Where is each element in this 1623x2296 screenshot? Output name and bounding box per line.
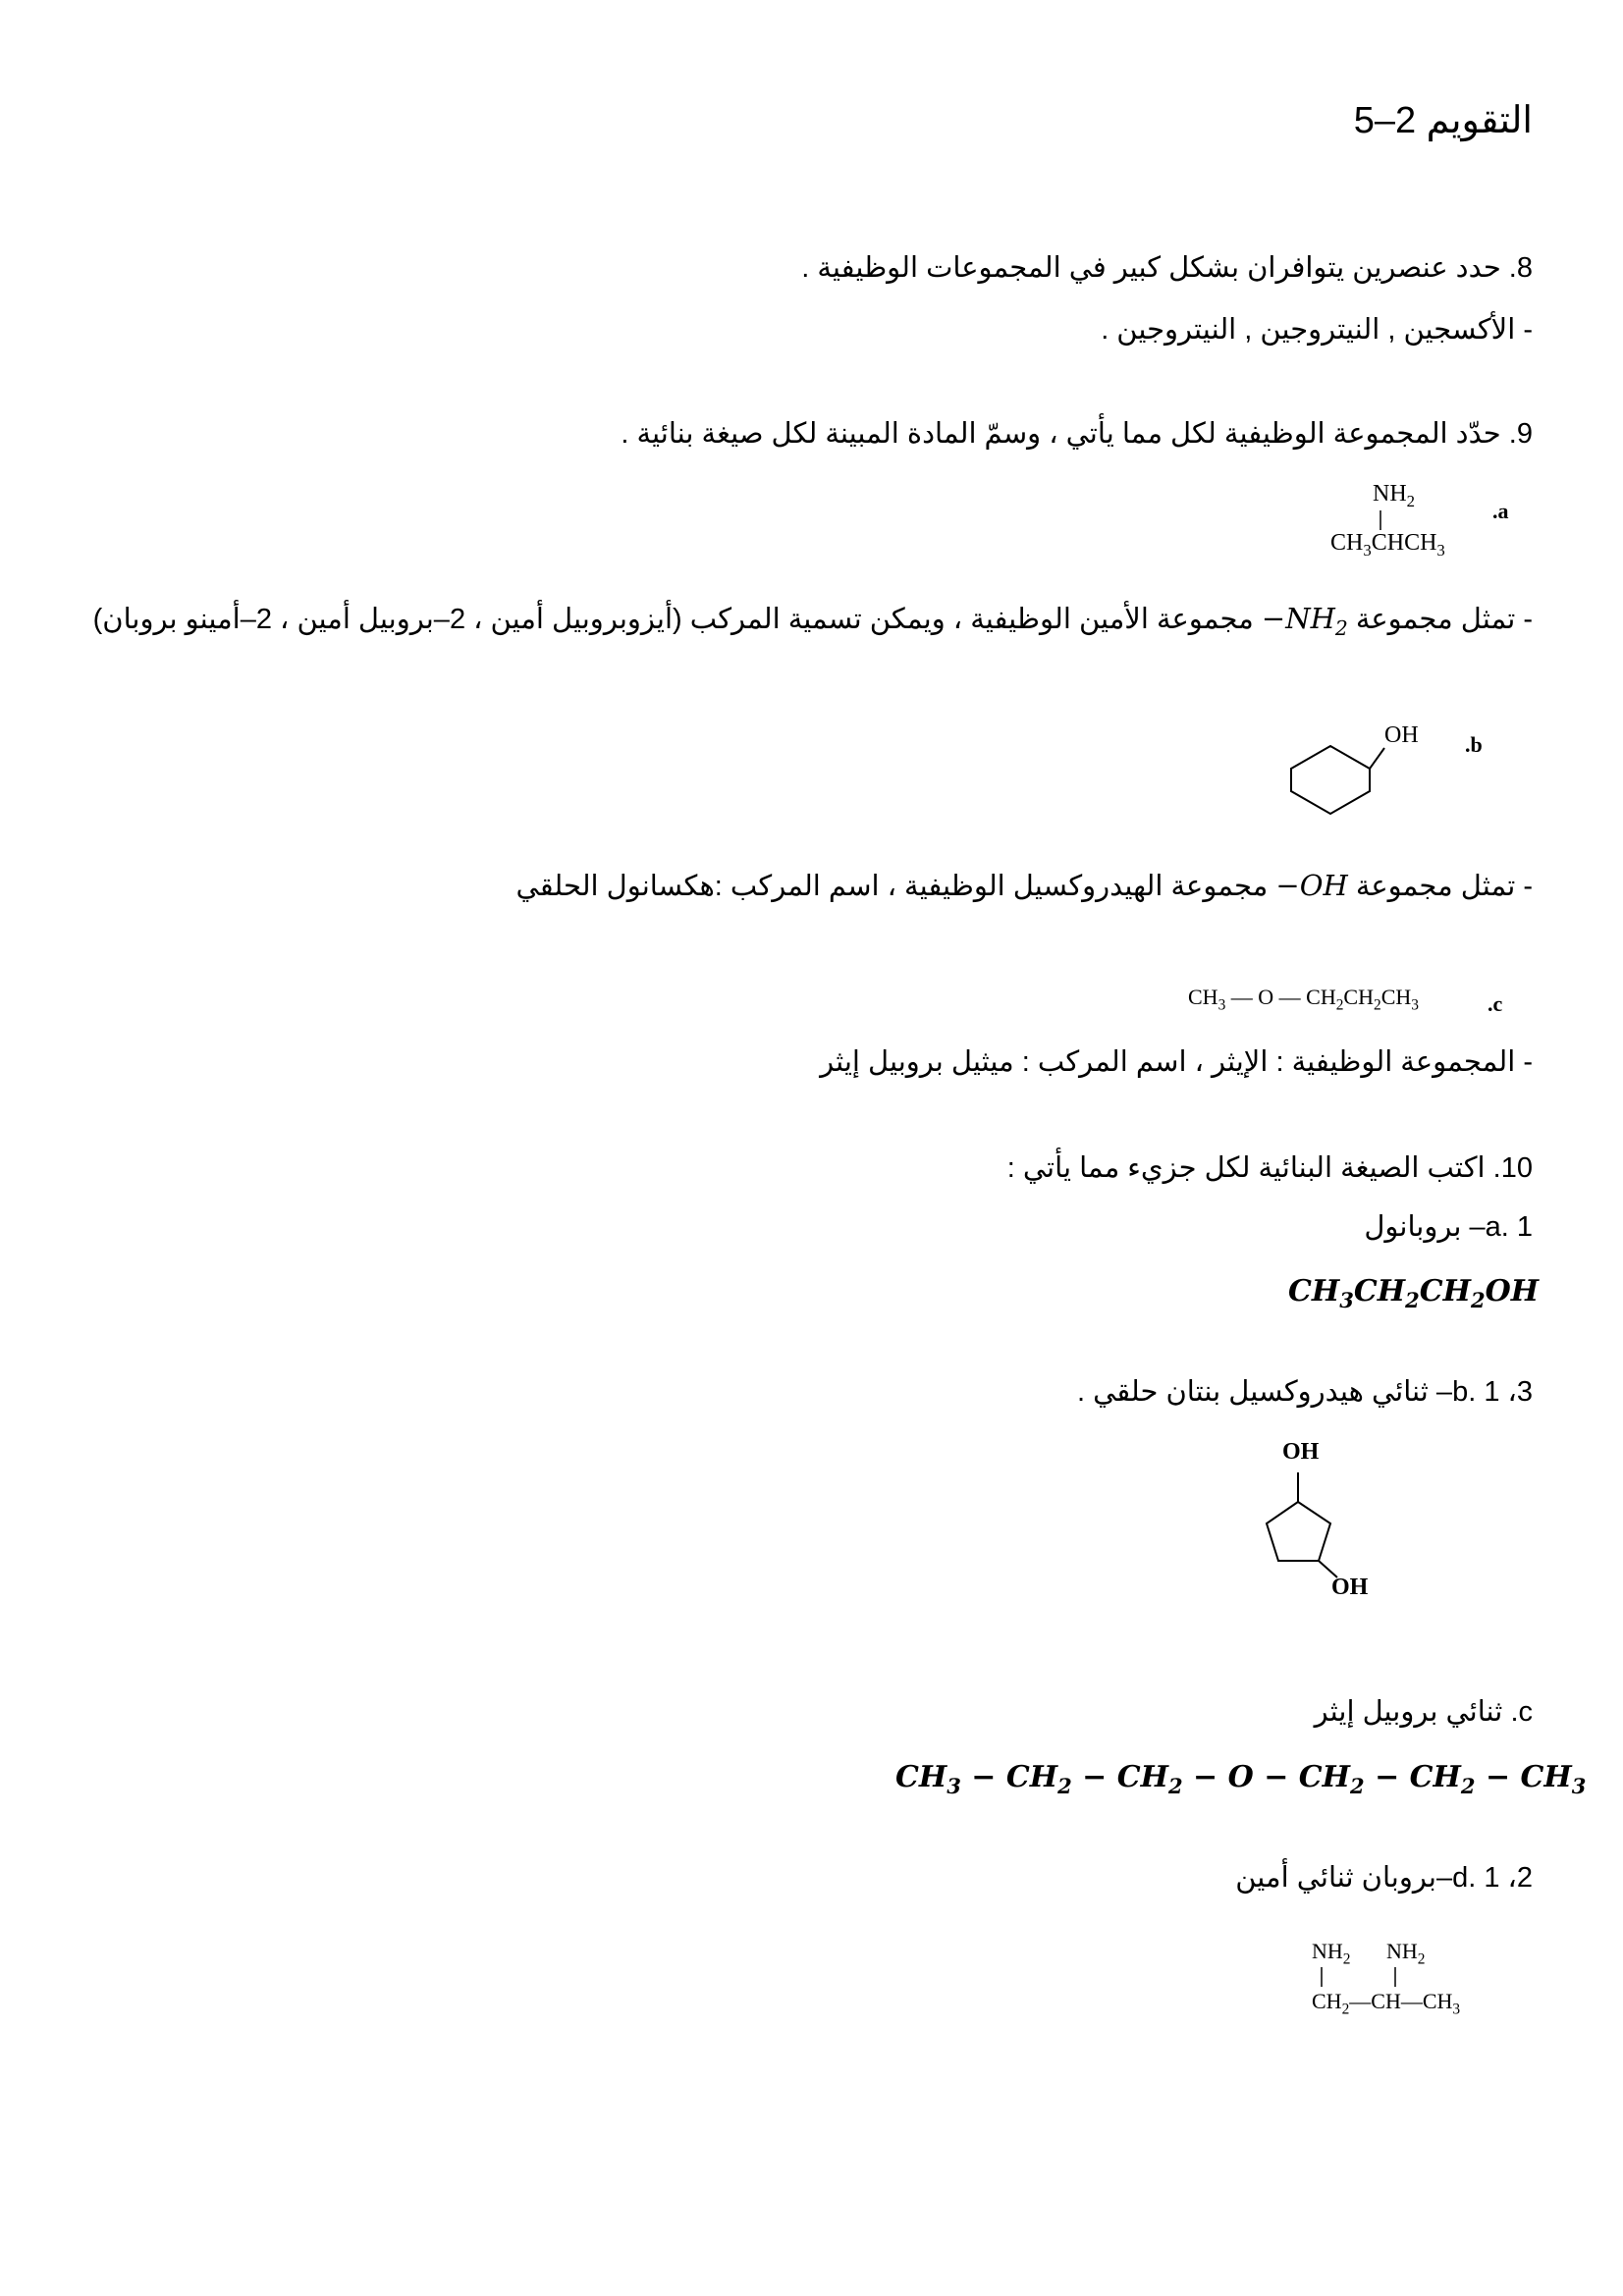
- answer-9a: - تمثل مجموعة $NH_2-$ مجموعة الأمين الوظيفية ، ويمكن تسمية المركب (أيزوبروبيل أمين ، 2–بروبيل أمين ، 2–أمينو بروبان): [92, 602, 1533, 640]
- item-10d-label: d. 1 ،2–بروبان ثنائي أمين: [1235, 1862, 1533, 1894]
- formula-10b-oh-bottom: OH: [1331, 1575, 1369, 1600]
- answer-9c: - المجموعة الوظيفية : الإيثر ، اسم المركب : ميثيل بروبيل إيثر: [820, 1046, 1533, 1078]
- formula-9a-chain: $CH_3CHCH_3$: [1330, 530, 1445, 560]
- question-8: 8. حدد عنصرين يتوافران بشكل كبير في المجموعات الوظيفية .: [801, 252, 1533, 284]
- item-9c-marker: .c: [1488, 991, 1503, 1016]
- formula-9c: $CH_3$ — O — $CH_2CH_2CH_3$: [1188, 985, 1419, 1014]
- item-10b-label: b. 1 ،3– ثنائي هيدروكسيل بنتان حلقي .: [1076, 1376, 1533, 1408]
- formula-10b-oh-top: OH: [1282, 1439, 1320, 1465]
- item-10a-label: a. 1– بروبانول: [1364, 1211, 1533, 1243]
- answer-9b: - تمثل مجموعة OH− مجموعة الهيدروكسيل الوظيفية ، اسم المركب :هكسانول الحلقي: [515, 869, 1533, 902]
- formula-10a: $CH_3CH_2CH_2OH$: [1288, 1274, 1540, 1312]
- page-title: التقويم 2–5: [1353, 100, 1533, 141]
- formula-10c: $CH_3 - CH_2 - CH_2 - O - CH_2 - CH_2 - CH_3$: [895, 1760, 1587, 1798]
- question-9: 9. حدّد المجموعة الوظيفية لكل مما يأتي ، وسمّ المادة المبينة لكل صيغة بنائية .: [621, 418, 1533, 450]
- item-9b-marker: .b: [1465, 732, 1483, 757]
- formula-10d-nh2-1: $NH_2$: [1312, 1939, 1351, 1968]
- item-10c-label: c. ثنائي بروبيل إيثر: [1314, 1696, 1533, 1728]
- question-10: 10. اكتب الصيغة البنائية لكل جزيء مما يأتي :: [1006, 1152, 1533, 1184]
- item-9a-marker: .a: [1492, 499, 1509, 523]
- formula-9b-oh: OH: [1384, 722, 1419, 748]
- answer-8: - الأكسجين , النيتروجين , النيتروجين .: [1101, 314, 1533, 346]
- formula-9a-nh2: $NH_2$: [1373, 481, 1416, 510]
- formula-10d-chain: $CH_2—CH—CH_3$: [1312, 1989, 1461, 2018]
- formula-10d-nh2-2: $NH_2$: [1386, 1939, 1426, 1968]
